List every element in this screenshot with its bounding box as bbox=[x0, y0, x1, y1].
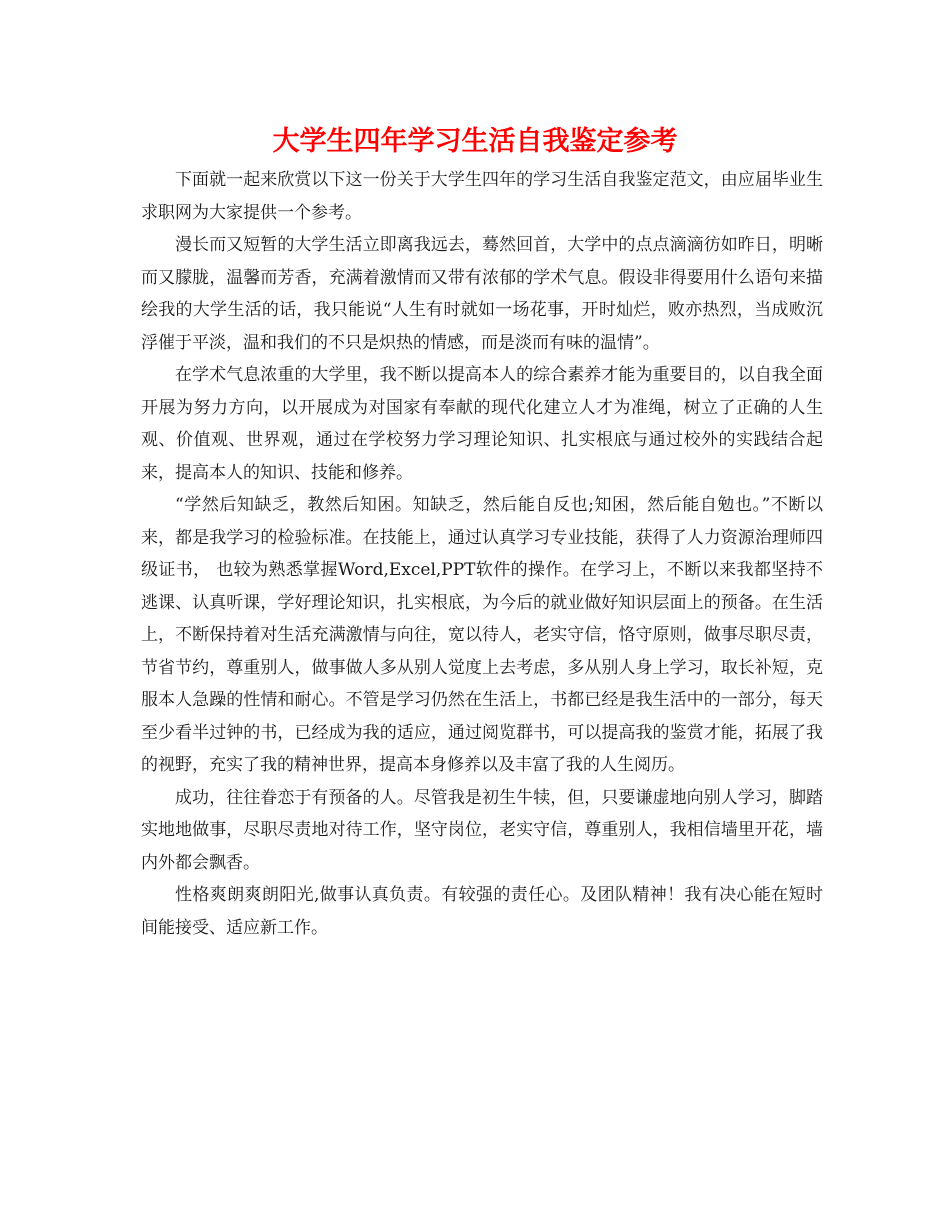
paragraph-personality: 性格爽朗爽朗阳光,做事认真负责。有较强的责任心。及团队精神！我有决心能在短时间能接受、适应新工作。 bbox=[141, 885, 823, 938]
document-body bbox=[141, 164, 823, 944]
paragraph-study-and-life: “学然后知缺乏，教然后知困。知缺乏，然后能自反也;知困，然后能自勉也。”不断以来，都是我学习的检验标准。在技能上，通过认真学习专业技能，获得了人力资源治理师四级证书， 也较为熟悉掌握Word,Excel,PPT软件的操作。在学习上，不断以来我都坚持不逃课、认真听课，学好理论知识，扎实根底，为今后的就业做好知识层面上的预备。在生活上，不断保持着对生活充满激情与向往，宽以待人，老实守信，恪守原则，做事尽职尽责，节省节约，尊重别人，做事做人多从别人觉度上去考虑，多从别人身上学习，取长补短，克服本人急躁的性情和耐心。不管是学习仍然在生活上，书都已经是我生活中的一部分，每天至少看半过钟的书，已经成为我的适应，通过阅览群书，可以提高我的鉴赏才能，拓展了我的视野，充实了我的精神世界，提高本身修养以及丰富了我的人生阅历。 bbox=[141, 495, 823, 775]
paragraph-academic-goals: 在学术气息浓重的大学里，我不断以提高本人的综合素养才能为重要目的，以自我全面开展为努力方向，以开展成为对国家有奉献的现代化建立人才为准绳，树立了正确的人生观、价值观、世界观，通过在学校努力学习理论知识、扎实根底与通过校外的实践结合起来，提高本人的知识、技能和修养。 bbox=[141, 365, 823, 483]
paragraph-memories: 漫长而又短暂的大学生活立即离我远去，蓦然回首，大学中的点点滴滴彷如昨日，明晰而又朦胧，温馨而芳香，充满着激情而又带有浓郁的学术气息。假设非得要用什么语句来描绘我的大学生活的话，我只能说“人生有时就如一场花事，开时灿烂，败亦热烈，当成败沉浮催于平淡，温和我们的不只是炽热的情感，而是淡而有味的温情”。 bbox=[141, 235, 823, 353]
document-title: 大学生四年学习生活自我鉴定参考 bbox=[272, 126, 678, 157]
paragraph-intro: 下面就一起来欣赏以下这一份关于大学生四年的学习生活自我鉴定范文，由应届毕业生求职网为大家提供一个参考。 bbox=[141, 170, 823, 223]
paragraph-success: 成功，往往眷恋于有预备的人。尽管我是初生牛犊，但，只要谦虚地向别人学习，脚踏实地地做事，尽职尽责地对待工作，坚守岗位，老实守信，尊重别人，我相信墙里开花，墙内外都会飘香。 bbox=[141, 787, 823, 873]
